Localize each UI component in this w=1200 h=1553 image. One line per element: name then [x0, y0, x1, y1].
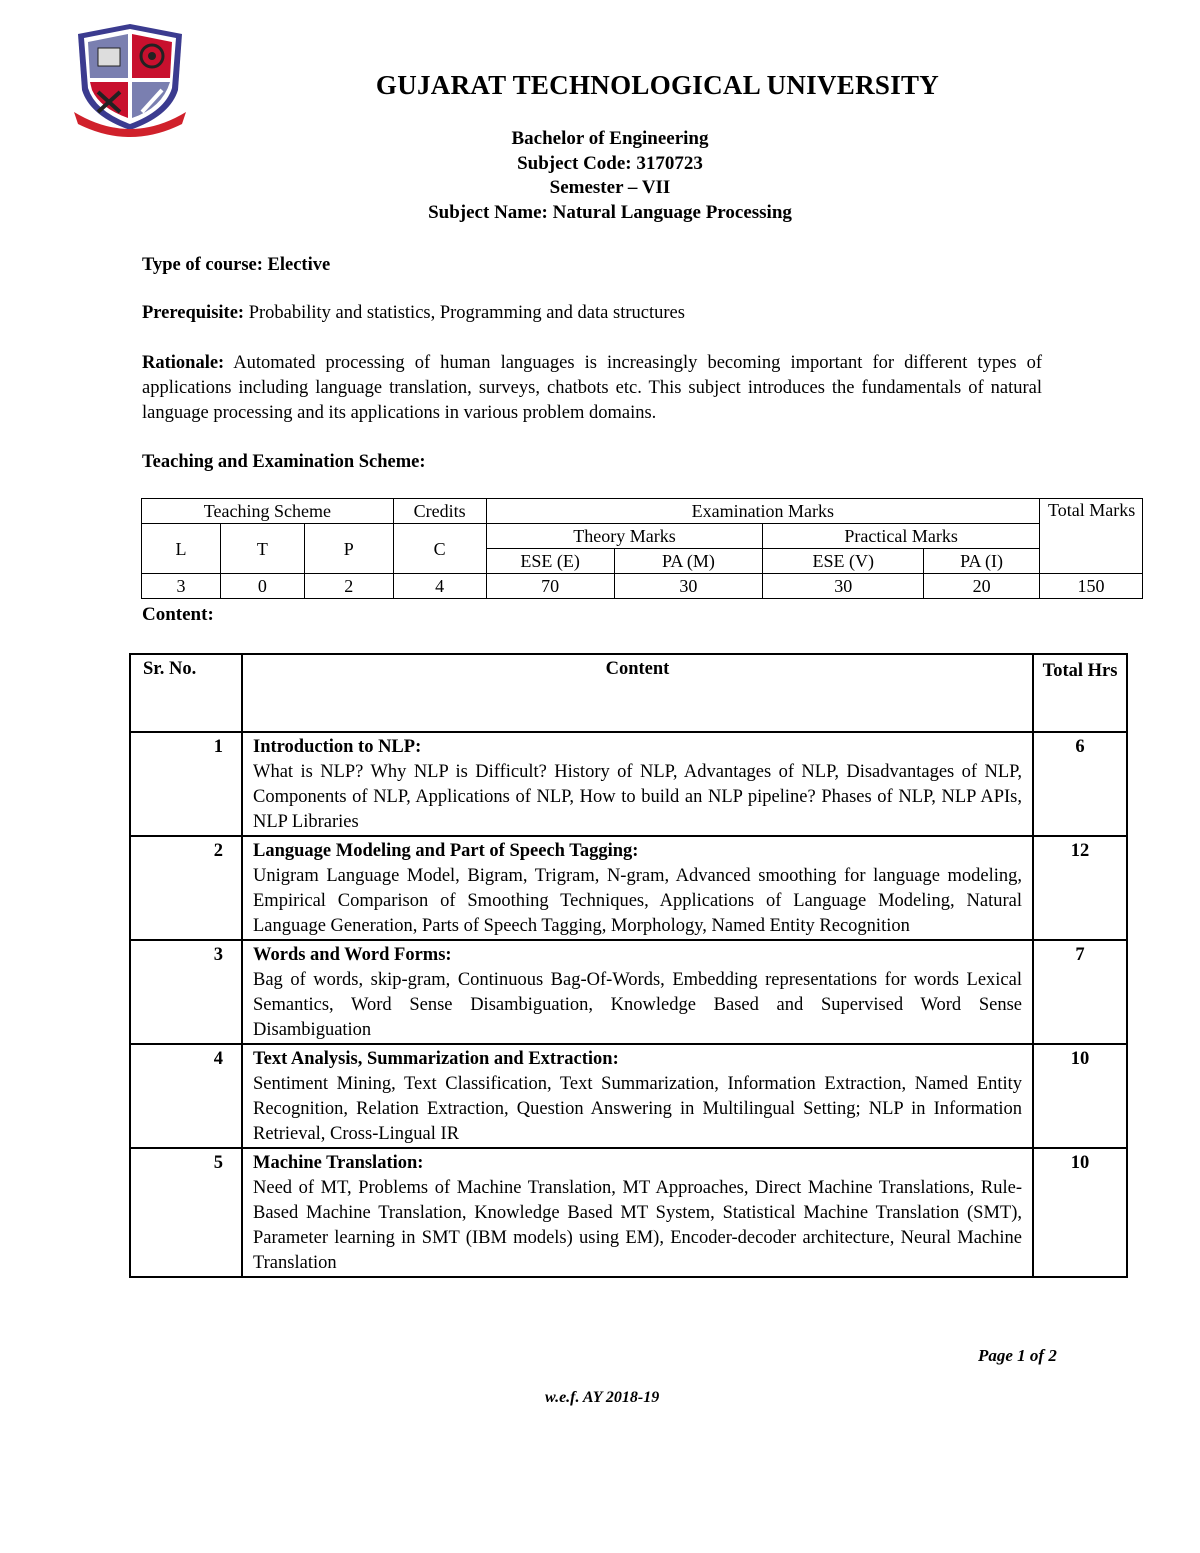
- col-L: L: [142, 524, 221, 574]
- value-T: 0: [220, 574, 304, 599]
- total-hrs-header: Total Hrs: [1033, 654, 1127, 732]
- row-sr: 4: [130, 1044, 242, 1148]
- col-P: P: [304, 524, 393, 574]
- row-sr: 1: [130, 732, 242, 836]
- row-topic: Machine Translation:: [253, 1153, 424, 1173]
- row-topic: Words and Word Forms:: [253, 945, 452, 965]
- value-C: 4: [393, 574, 486, 599]
- row-hrs: 12: [1033, 836, 1127, 940]
- row-desc: What is NLP? Why NLP is Difficult? History of NLP, Advantages of NLP, Disadvantages of NLP, Components of NLP, Applications of NLP, How to build an NLP pipeline? Phases of NLP, NLP APIs, NLP Libraries: [253, 762, 1022, 832]
- course-type: Type of course: Elective: [142, 255, 331, 275]
- subject-name: Subject Name: Natural Language Processing: [428, 201, 792, 223]
- row-desc: Bag of words, skip-gram, Continuous Bag-Of-Words, Embedding representations for words Lexical Semantics, Word Sense Disambiguation, Knowledge Based and Supervised Word Sense Disambiguation: [253, 970, 1022, 1040]
- value-ese-e: 70: [486, 574, 614, 599]
- scheme-table: [141, 498, 1143, 599]
- credits-header: Credits: [393, 499, 486, 524]
- theory-marks-header: Theory Marks: [486, 524, 763, 549]
- table-row: [130, 1148, 1127, 1277]
- row-sr: 3: [130, 940, 242, 1044]
- total-marks-header: Total Marks: [1040, 499, 1143, 574]
- row-content: [242, 1044, 1033, 1148]
- prerequisite-value: Probability and statistics, Programming and data structures: [248, 303, 685, 323]
- teaching-scheme-header: Teaching Scheme: [142, 499, 394, 524]
- scheme-heading: Teaching and Examination Scheme:: [142, 452, 426, 472]
- row-desc: Need of MT, Problems of Machine Translation, MT Approaches, Direct Machine Translations, Rule-Based Machine Translation, Knowledge Based MT System, Statistical Machine Translation (SMT), Parameter learning in SMT (IBM models) using EM), Encoder-decoder architecture, Neural Machine Translation: [253, 1178, 1022, 1273]
- col-C: C: [393, 524, 486, 574]
- row-content: [242, 732, 1033, 836]
- university-title: GUJARAT TECHNOLOGICAL UNIVERSITY: [375, 70, 940, 100]
- row-topic: Introduction to NLP:: [253, 737, 422, 757]
- value-ese-v: 30: [763, 574, 924, 599]
- rationale: [142, 351, 1042, 426]
- subject-code: Subject Code: 3170723: [517, 152, 703, 174]
- value-pa-m: 30: [614, 574, 763, 599]
- rationale-label: Rationale:: [142, 353, 225, 373]
- table-row: [130, 732, 1127, 836]
- row-sr: 2: [130, 836, 242, 940]
- prerequisite: [142, 301, 1047, 326]
- row-hrs: 7: [1033, 940, 1127, 1044]
- value-pa-i: 20: [924, 574, 1040, 599]
- content-header: Content: [242, 654, 1033, 732]
- practical-marks-header: Practical Marks: [763, 524, 1040, 549]
- row-hrs: 6: [1033, 732, 1127, 836]
- row-topic: Language Modeling and Part of Speech Tagging:: [253, 841, 639, 861]
- row-content: [242, 836, 1033, 940]
- row-content: [242, 940, 1033, 1044]
- row-desc: Sentiment Mining, Text Classification, Text Summarization, Information Extraction, Named Entity Recognition, Relation Extraction, Question Answering in Multilingual Setting; NLP in Information Retrieval, Cross-Lingual IR: [253, 1074, 1022, 1144]
- row-content: [242, 1148, 1033, 1277]
- table-row: [130, 836, 1127, 940]
- prerequisite-label: Prerequisite:: [142, 303, 245, 323]
- semester: Semester – VII: [549, 177, 671, 198]
- degree: Bachelor of Engineering: [511, 128, 709, 149]
- row-sr: 5: [130, 1148, 242, 1277]
- university-crest-icon: [70, 20, 190, 142]
- content-label: Content:: [142, 604, 214, 625]
- table-row: [130, 1044, 1127, 1148]
- content-header-row: [130, 654, 1127, 732]
- row-hrs: 10: [1033, 1148, 1127, 1277]
- sr-no-header: Sr. No.: [130, 654, 242, 732]
- col-pa-i: PA (I): [924, 549, 1040, 574]
- row-topic: Text Analysis, Summarization and Extraction:: [253, 1049, 619, 1069]
- value-L: 3: [142, 574, 221, 599]
- row-desc: Unigram Language Model, Bigram, Trigram, N-gram, Advanced smoothing for language modeling, Empirical Comparison of Smoothing Techniques, Applications of Language Modeling, Natural Language Generation, Parts of Speech Tagging, Morphology, Named Entity Recognition: [253, 866, 1022, 936]
- effective-year: w.e.f. AY 2018-19: [545, 1389, 660, 1406]
- table-row: [130, 940, 1127, 1044]
- value-total: 150: [1040, 574, 1143, 599]
- col-T: T: [220, 524, 304, 574]
- value-P: 2: [304, 574, 393, 599]
- content-table: [129, 653, 1128, 1278]
- col-pa-m: PA (M): [614, 549, 763, 574]
- exam-marks-header: Examination Marks: [486, 499, 1039, 524]
- subject-header: [300, 127, 920, 225]
- row-hrs: 10: [1033, 1044, 1127, 1148]
- rationale-value: Automated processing of human languages is increasingly becoming important for different types of applications including language translation, surveys, chatbots etc. This subject introduces the fundamentals of natural language processing and its applications in various problem domains.: [142, 353, 1043, 423]
- col-ese-e: ESE (E): [486, 549, 614, 574]
- col-ese-v: ESE (V): [763, 549, 924, 574]
- page-number: Page 1 of 2: [978, 1346, 1057, 1365]
